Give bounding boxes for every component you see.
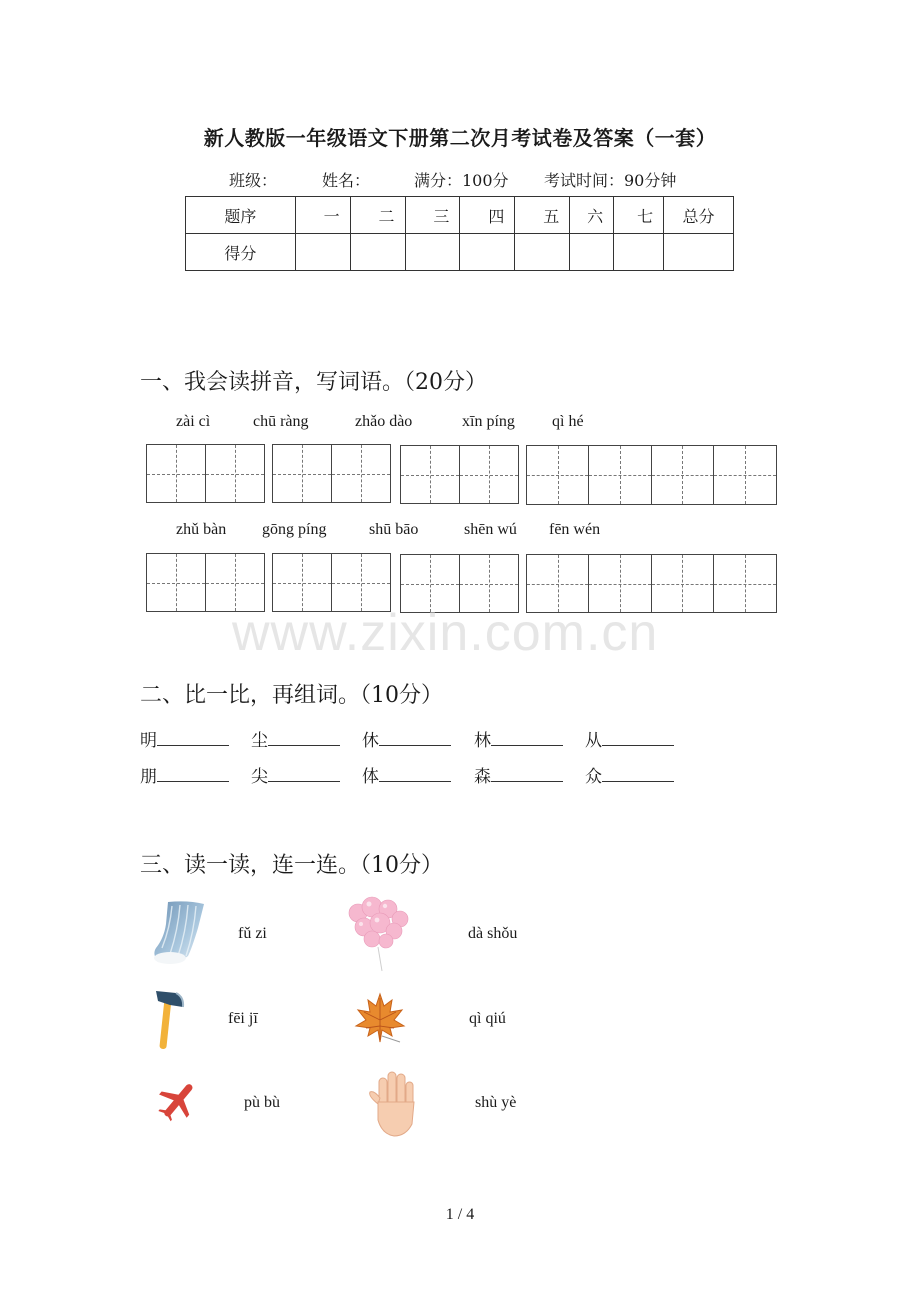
word-blank[interactable] — [474, 762, 563, 787]
score-table-score-row — [186, 234, 734, 271]
score-cell[interactable] — [460, 234, 515, 271]
score-cell[interactable] — [405, 234, 460, 271]
pinyin-prompt: xīn píng — [462, 413, 515, 430]
character: 体 — [362, 767, 379, 787]
writing-grid[interactable] — [146, 444, 265, 503]
character: 休 — [362, 731, 379, 751]
name-label: 姓名： — [322, 171, 371, 190]
exam-time-label: 考试时间：90分钟 — [544, 171, 677, 190]
answer-line[interactable] — [602, 731, 674, 746]
column-1: 一 — [295, 197, 350, 234]
section-3-title: 三、读一读，连一连。（10分） — [140, 853, 443, 878]
writing-cell[interactable] — [652, 555, 714, 612]
pinyin-option[interactable]: pù bù — [244, 1094, 280, 1111]
writing-cell[interactable] — [206, 445, 265, 502]
writing-grid[interactable] — [400, 445, 519, 504]
pinyin-prompt: qì hé — [552, 413, 584, 430]
score-cell[interactable] — [515, 234, 570, 271]
word-blank[interactable] — [251, 762, 340, 787]
word-blank[interactable] — [474, 726, 563, 751]
waterfall-picture — [148, 898, 206, 966]
answer-line[interactable] — [379, 767, 451, 782]
writing-cell[interactable] — [652, 446, 714, 504]
score-cell[interactable] — [664, 234, 734, 271]
pinyin-prompt: chū ràng — [253, 413, 309, 430]
character: 尘 — [251, 731, 268, 751]
writing-cell[interactable] — [147, 445, 206, 502]
writing-cell[interactable] — [401, 446, 460, 503]
score-cell[interactable] — [350, 234, 405, 271]
score-cell[interactable] — [295, 234, 350, 271]
score-cell[interactable] — [614, 234, 664, 271]
page-title: 新人教版一年级语文下册第二次月考试卷及答案（一套） — [203, 126, 717, 150]
pinyin-prompt: shū bāo — [369, 521, 419, 538]
character: 明 — [140, 731, 157, 751]
pinyin-option[interactable]: shù yè — [475, 1094, 517, 1111]
answer-line[interactable] — [491, 731, 563, 746]
writing-cell[interactable] — [460, 446, 519, 503]
column-3: 三 — [405, 197, 460, 234]
word-blank[interactable] — [140, 762, 229, 787]
full-score-label: 满分：100分 — [414, 171, 509, 190]
character: 林 — [474, 731, 491, 751]
character: 森 — [474, 767, 491, 787]
writing-cell[interactable] — [589, 446, 651, 504]
answer-line[interactable] — [268, 731, 340, 746]
word-blank[interactable] — [362, 726, 451, 751]
pinyin-prompt: zhǔ bàn — [176, 521, 227, 538]
writing-cell[interactable] — [714, 446, 776, 504]
word-blank[interactable] — [140, 726, 229, 751]
writing-grid[interactable] — [526, 445, 777, 505]
pinyin-prompt: zhǎo dào — [355, 413, 413, 430]
pinyin-prompt: fēn wén — [549, 521, 601, 538]
answer-line[interactable] — [157, 731, 229, 746]
word-blank[interactable] — [585, 762, 674, 787]
column-4: 四 — [460, 197, 515, 234]
airplane-picture — [156, 1078, 200, 1122]
character: 从 — [585, 731, 602, 751]
score-cell[interactable] — [570, 234, 614, 271]
question-number-label: 题序 — [186, 197, 296, 234]
total-label: 总分 — [664, 197, 734, 234]
section-1-title: 一、我会读拼音，写词语。（20分） — [140, 370, 487, 395]
character: 尖 — [251, 767, 268, 787]
writing-grid[interactable] — [272, 444, 391, 503]
writing-cell[interactable] — [527, 446, 589, 504]
character: 朋 — [140, 767, 157, 787]
balloons-picture — [344, 895, 412, 973]
pinyin-option[interactable]: dà shǒu — [468, 925, 518, 942]
pinyin-prompt: zài cì — [176, 413, 211, 430]
column-7: 七 — [614, 197, 664, 234]
pinyin-option[interactable]: fēi jī — [228, 1010, 258, 1027]
score-table — [185, 196, 734, 271]
word-blank[interactable] — [585, 726, 674, 751]
column-2: 二 — [350, 197, 405, 234]
answer-line[interactable] — [379, 731, 451, 746]
answer-line[interactable] — [157, 767, 229, 782]
watermark: www.zixin.com.cn — [232, 604, 659, 662]
pinyin-prompt: gōng píng — [262, 521, 327, 538]
writing-cell[interactable] — [332, 445, 391, 502]
pinyin-option[interactable]: fǔ zi — [238, 925, 267, 942]
pinyin-option[interactable]: qì qiú — [469, 1010, 506, 1027]
column-5: 五 — [515, 197, 570, 234]
writing-cell[interactable] — [273, 445, 332, 502]
hand-picture — [366, 1068, 422, 1138]
character: 众 — [585, 767, 602, 787]
answer-line[interactable] — [491, 767, 563, 782]
word-blank[interactable] — [362, 762, 451, 787]
pinyin-prompt: shēn wú — [464, 521, 517, 538]
writing-cell[interactable] — [714, 555, 776, 612]
answer-line[interactable] — [268, 767, 340, 782]
page-number: 1 / 4 — [445, 1206, 475, 1223]
axe-picture — [150, 987, 188, 1051]
writing-cell[interactable] — [147, 554, 206, 611]
class-label: 班级： — [229, 171, 278, 190]
column-6: 六 — [570, 197, 614, 234]
score-table-header-row — [186, 197, 734, 234]
maple-leaf-picture — [352, 990, 408, 1046]
score-label: 得分 — [186, 234, 296, 271]
word-blank[interactable] — [251, 726, 340, 751]
answer-line[interactable] — [602, 767, 674, 782]
section-2-title: 二、比一比，再组词。（10分） — [140, 683, 443, 708]
